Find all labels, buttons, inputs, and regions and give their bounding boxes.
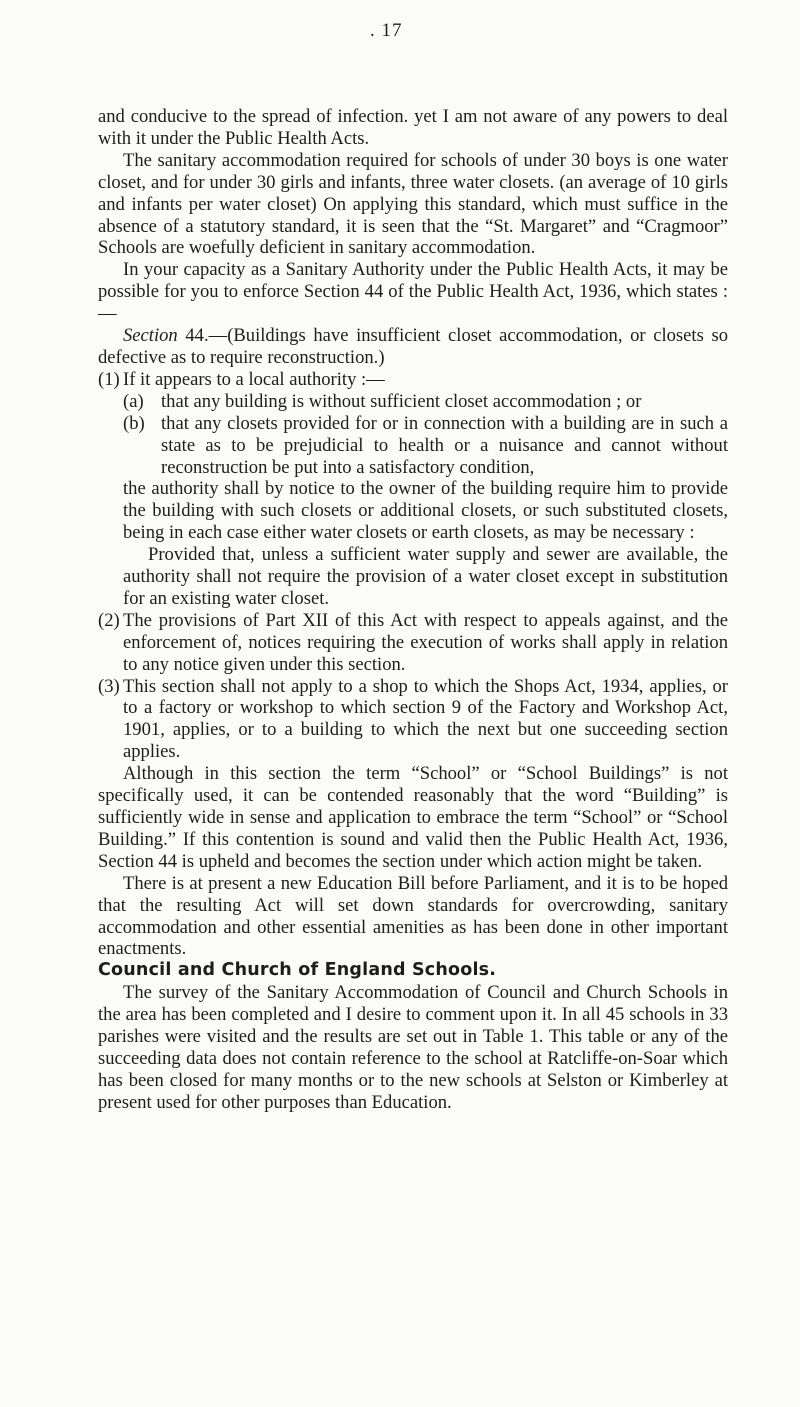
clause-text: The provisions of Part XII of this Act with respect to appeals against, and the enforcement of, notices requiring the execution of works shall apply in relation to any notice given under this section. — [123, 609, 728, 675]
clause-label: (3) — [98, 675, 120, 697]
schools-heading: Council and Church of England Schools. — [98, 960, 497, 981]
clause-label: (2) — [98, 609, 120, 631]
clause-continuation: the authority shall by notice to the owner of the building require him to provide the building with such closets or additional closets, or such substituted closets, being in each case either water closets or earth closets, as may be necessary : — [123, 478, 728, 544]
section-heading-paragraph — [98, 325, 728, 369]
clause-text: If it appears to a local authority :— — [123, 368, 385, 390]
subclause-text: that any building is without sufficient closet accommodation ; or — [161, 390, 642, 412]
section-label: Section — [123, 325, 178, 347]
clause-text: This section shall not apply to a shop to which the Shops Act, 1934, applies, or to a factory or workshop to which section 9 of the Factory and Workshop Act, 1901, applies, or to a building to which the next but one succeeding section applies. — [123, 675, 728, 763]
clause-label: (1) — [98, 368, 120, 390]
subclause-label: (b) — [123, 412, 145, 434]
paragraph: and conducive to the spread of infection. yet I am not aware of any powers to deal with it under the Public Health Acts. — [98, 106, 728, 149]
page-number: . 17 — [370, 20, 403, 41]
clause-3 — [98, 676, 728, 764]
subclause-label: (a) — [123, 390, 144, 412]
paragraph: The survey of the Sanitary Accommodation of Council and Church Schools in the area has been completed and I desire to comment upon it. In all 45 schools in 33 parishes were visited and the results are set out in Table 1. This table or any of the succeeding data does not contain reference to the school at Ratcliffe-on-Soar which has been closed for many months or to the new schools at Selston or Kimberley at present used for other purposes than Education. — [98, 982, 728, 1113]
paragraph: In your capacity as a Sanitary Authority under the Public Health Acts, it may be possible for you to enforce Section 44 of the Public Health Act, 1936, which states :— — [98, 259, 728, 325]
body-text — [98, 106, 728, 1114]
clause-2 — [98, 610, 728, 676]
paragraph: There is at present a new Education Bill before Parliament, and it is to be hoped that the resulting Act will set down standards for overcrowding, sanitary accommodation and other essential amenities as has been done in other important enactments. — [98, 872, 728, 960]
subclause-a — [98, 391, 728, 413]
subclause-b — [98, 413, 728, 479]
proviso: Provided that, unless a sufficient water supply and sewer are available, the authority shall not require the provision of a water closet except in substitution for an existing water closet. — [123, 544, 728, 609]
clause-1 — [98, 369, 728, 391]
paragraph: The sanitary accommodation required for schools of under 30 boys is one water closet, and for under 30 girls and infants, three water closets. (an average of 10 girls and infants per water closet) On applying this standard, which must suffice in the absence of a statutory standard, it is seen that the “St. Margaret” and “Cragmoor” Schools are woefully deficient in sanitary accommodation. — [98, 149, 728, 259]
paragraph: Although in this section the term “School” or “School Buildings” is not specifically used, it can be contended reasonably that the word “Building” is sufficiently wide in sense and application to embrace the term “School” or “School Building.” If this contention is sound and valid then the Public Health Act, 1936, Section 44 is upheld and becomes the section under which action might be taken. — [98, 763, 728, 872]
section-text: 44.—(Buildings have insufficient closet accommodation, or closets so defective as to require reconstruction.) — [98, 325, 728, 368]
subclause-text: that any closets provided for or in connection with a building are in such a state as to be prejudicial to health or a nuisance and cannot without reconstruction be put into a satisfactory condition, — [161, 412, 728, 478]
